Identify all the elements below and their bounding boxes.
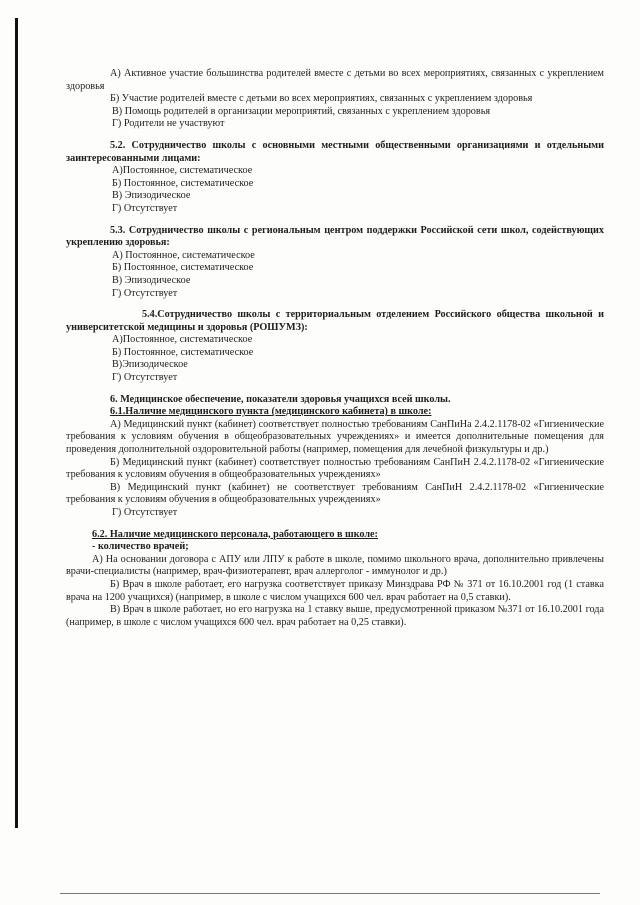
s6-option-b: Б) Медицинский пункт (кабинет) соответствует полностью требованиям СанПиН 2.4.2.1178-02 «Гигиенические требования к условиям обучения в общеобразовательных учреждениях»	[66, 456, 604, 481]
q54-option-b: Б) Постоянное, систематическое	[112, 346, 254, 358]
s62-option-c: В) Врач в школе работает, но его нагрузка на 1 ставку выше, предусмотренной приказом №371 от 16.10.2001 года (например, в школе с числом учащихся 600 чел. врач работает на 0,25 ставки).	[66, 604, 604, 628]
section-6-heading: 6. Медицинское обеспечение, показатели здоровья учащихся всей школы.	[110, 393, 451, 405]
section-6-2-sub: - количество врачей;	[92, 541, 189, 553]
section-6-1-heading: 6.1.Наличие медицинского пункта (медицинского кабинета) в школе:	[110, 406, 432, 418]
q53-option-b: Б) Постоянное, систематическое	[112, 262, 254, 274]
q52-option-b: Б) Постоянное, систематическое	[112, 177, 254, 189]
q52-option-d: Г) Отсутствует	[112, 202, 178, 214]
q53-option-d: Г) Отсутствует	[112, 287, 178, 299]
section-5-4-heading: 5.4.Сотрудничество школы с территориальным отделением Российского общества школьной и университетской медицины и здоровья (РОШУМЗ):	[66, 309, 604, 333]
section-5-3-options	[66, 250, 604, 300]
document-page	[66, 68, 604, 629]
section-5-2-heading: 5.2. Сотрудничество школы с основными местными общественными организациями и отдельными заинтересованными лицами:	[66, 139, 604, 164]
q54-option-d: Г) Отсутствует	[112, 372, 178, 384]
q53-option-a: А) Постоянное, систематическое	[112, 249, 255, 261]
q54-option-c: В)Эпизодическое	[112, 359, 188, 371]
s6-option-a: А) Медицинский пункт (кабинет) соответствует полностью требованиям СанПиНа 2.4.2.1178-02 «Гигиенические требования к условиям обучения в общеобразовательных учреждениях» и имеется дополнительные помещения для проведения дополнительной оздоровительной работы (например, помещения для лечебной физкультуры и др.)	[66, 418, 604, 456]
q51-option-d: Г) Родители не участвуют	[112, 118, 225, 130]
s6-option-c: В) Медицинский пункт (кабинет) не соответствует требованиям СанПиН 2.4.2.1178-02 «Гигиенические требования к условиям обучения в общеобразовательных учреждениях»	[66, 481, 604, 506]
s6-option-d: Г) Отсутствует	[112, 507, 178, 518]
section-5-3-heading: 5.3. Сотрудничество школы с региональным центром поддержки Российской сети школ, содействующих укреплению здоровья:	[66, 224, 604, 249]
s62-option-a: А) На основании договора с АПУ или ЛПУ к работе в школе, помимо школьного врача, дополнительно привлечены врачи-специалисты (например, врач-физиотерапевт, врач аллерголог - иммунолог и др.)	[66, 553, 604, 578]
q51-option-b: Б) Участие родителей вместе с детьми во всех мероприятиях, связанных с укреплением здоровья	[110, 93, 533, 105]
section-5-2-options	[66, 165, 604, 215]
q51-option-a: А) Активное участие большинства родителей вместе с детьми во всех мероприятиях, связанных с укреплением здоровья	[66, 68, 604, 92]
scan-margin-bar	[15, 18, 18, 828]
scan-bottom-line	[60, 893, 600, 894]
q53-option-c: В) Эпизодическое	[112, 274, 191, 286]
q52-option-c: В) Эпизодическое	[112, 190, 191, 202]
section-5-4-options	[66, 334, 604, 384]
q54-option-a: А)Постоянное, систематическое	[112, 334, 253, 346]
q52-option-a: А)Постоянное, систематическое	[112, 165, 253, 177]
q51-option-c: В) Помощь родителей в организации мероприятий, связанных с укреплением здоровья	[112, 105, 491, 117]
s62-option-b: Б) Врач в школе работает, его нагрузка соответствует приказу Минздрава РФ № 371 от 16.10.2001 год (1 ставка врача на 1200 учащихся) (например, в школе с числом учащихся 600 чел. врач работает на 0,5 ставки).	[66, 578, 604, 603]
section-6-2-heading: 6.2. Наличие медицинского персонала, работающего в школе:	[92, 528, 378, 540]
